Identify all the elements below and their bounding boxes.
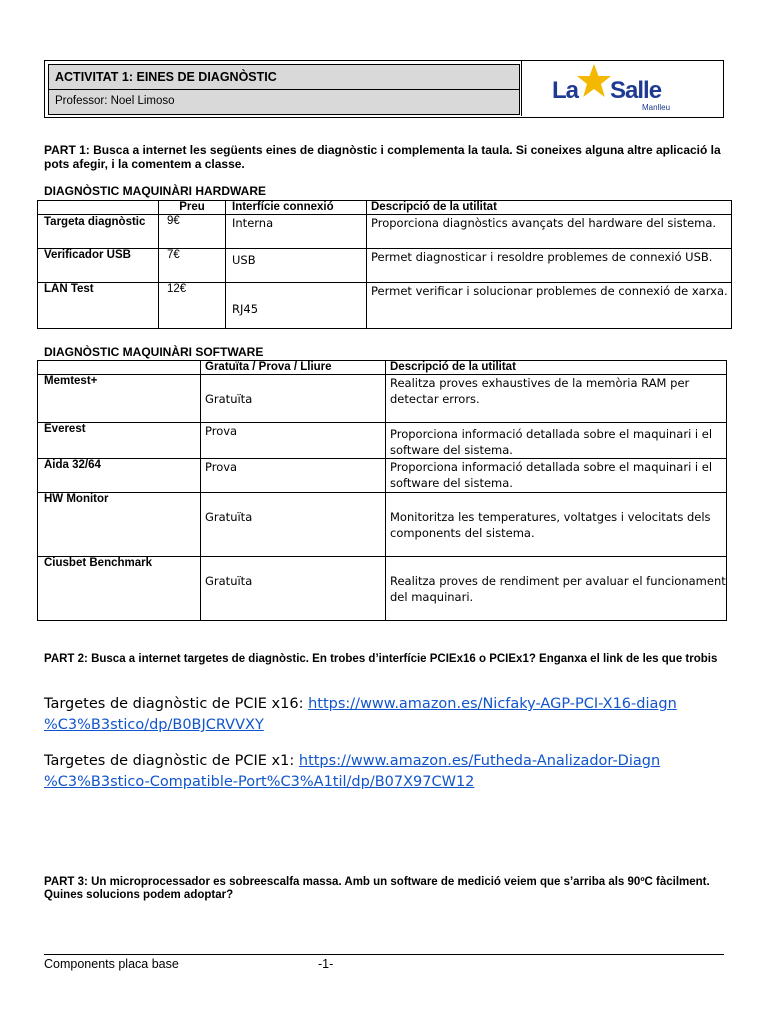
row-name: HW Monitor (38, 493, 201, 557)
row-name: Targeta diagnòstic (38, 215, 159, 249)
professor-name: Professor: Noel Limoso (55, 95, 175, 107)
part2-intro: PART 2: Busca a internet targetes de diagnòstic. En trobes d’interfície PCIEx16 o PCIEx1? Enganxa el link de les que trobis (44, 653, 718, 665)
row-name: Ciusbet Benchmark (38, 557, 201, 621)
row-desc: Proporciona informació detallada sobre el maquinari i el software del sistema. (386, 423, 727, 459)
title-cell (48, 64, 520, 90)
logo-subtitle: Manlleu (642, 103, 671, 112)
header-cell: Descripció de la utilitat (367, 201, 732, 215)
logo-text-la: La (552, 77, 579, 104)
row-iface: RJ45 (226, 283, 367, 329)
pcie-x1-label: Targetes de diagnòstic de PCIE x1: (44, 753, 299, 769)
row-iface: Interna (226, 215, 367, 249)
row-desc: Realitza proves exhaustives de la memòria RAM per detectar errors. (386, 375, 727, 423)
star-icon (576, 63, 612, 99)
row-license: Gratuïta (201, 557, 386, 621)
pcie-x16-link[interactable]: https://www.amazon.es/Nicfaky-AGP-PCI-X16-diagn %C3%B3stico/dp/B0BJCRVVXY (44, 696, 677, 733)
professor-cell (48, 89, 520, 115)
header-cell (38, 361, 201, 375)
part1-intro: PART 1: Busca a internet les següents eines de diagnòstic i complementa la taula. Si coneixes alguna altre aplicació la pots afegir, i la comentem a classe. (44, 143, 721, 171)
footer-left-text: Components placa base (44, 957, 179, 971)
row-iface: USB (226, 249, 367, 283)
pcie-x16-label: Targetes de diagnòstic de PCIE x16: (44, 696, 309, 712)
row-desc: Realitza proves de rendiment per avaluar el funcionament del maquinari. (386, 557, 727, 621)
table-row (38, 215, 732, 249)
row-license: Prova (201, 423, 386, 459)
lasalle-logo (552, 63, 692, 113)
row-price: 7€ (159, 249, 226, 283)
row-desc: Proporciona diagnòstics avançats del hardware del sistema. (367, 215, 732, 249)
hardware-table (37, 200, 732, 329)
software-section-title: DIAGNÒSTIC MAQUINÀRI SOFTWARE (44, 345, 264, 359)
row-price: 9€ (159, 215, 226, 249)
row-desc: Permet diagnosticar i resoldre problemes de connexió USB. (367, 249, 732, 283)
hardware-section-title: DIAGNÒSTIC MAQUINÀRI HARDWARE (44, 184, 266, 198)
row-name: Memtest+ (38, 375, 201, 423)
table-header-row (38, 361, 727, 375)
row-price: 12€ (159, 283, 226, 329)
software-table (37, 360, 727, 621)
row-name: Everest (38, 423, 201, 459)
table-row (38, 375, 727, 423)
header-cell: Gratuïta / Prova / Lliure (201, 361, 386, 375)
header-cell: Interfície connexió (226, 201, 367, 215)
pcie-x1-block (44, 751, 724, 793)
table-row (38, 459, 727, 493)
row-desc: Proporciona informació detallada sobre el maquinari i el software del sistema. (386, 459, 727, 493)
logo-text-salle: Salle (610, 77, 662, 104)
header-cell: Descripció de la utilitat (386, 361, 727, 375)
row-name: Aida 32/64 (38, 459, 201, 493)
row-desc: Permet verificar i solucionar problemes de connexió de xarxa. (367, 283, 732, 329)
table-row (38, 283, 732, 329)
row-license: Prova (201, 459, 386, 493)
table-row (38, 423, 727, 459)
table-header-row (38, 201, 732, 215)
row-name: LAN Test (38, 283, 159, 329)
footer-page-number: -1- (318, 957, 334, 971)
row-desc: Monitoritza les temperatures, voltatges i velocitats dels components del sistema. (386, 493, 727, 557)
page-title: ACTIVITAT 1: EINES DE DIAGNÒSTIC (55, 70, 277, 84)
pcie-x16-block (44, 694, 724, 736)
header-cell: Preu (159, 201, 226, 215)
row-license: Gratuïta (201, 493, 386, 557)
pcie-x1-link[interactable]: https://www.amazon.es/Futheda-Analizador-Diagn %C3%B3stico-Compatible-Port%C3%A1til/dp/B07X97CW12 (44, 753, 661, 790)
table-row (38, 249, 732, 283)
logo-cell (521, 61, 723, 116)
table-row (38, 493, 727, 557)
part3-intro: PART 3: Un microprocessador es sobreescalfa massa. Amb un software de medició veiem que s’arriba als 90ºC fàcilment. Quines solucions podem adoptar? (44, 876, 710, 901)
header-box (44, 60, 724, 118)
row-license: Gratuïta (201, 375, 386, 423)
footer-rule (44, 954, 724, 955)
header-cell (38, 201, 159, 215)
row-name: Verificador USB (38, 249, 159, 283)
table-row (38, 557, 727, 621)
